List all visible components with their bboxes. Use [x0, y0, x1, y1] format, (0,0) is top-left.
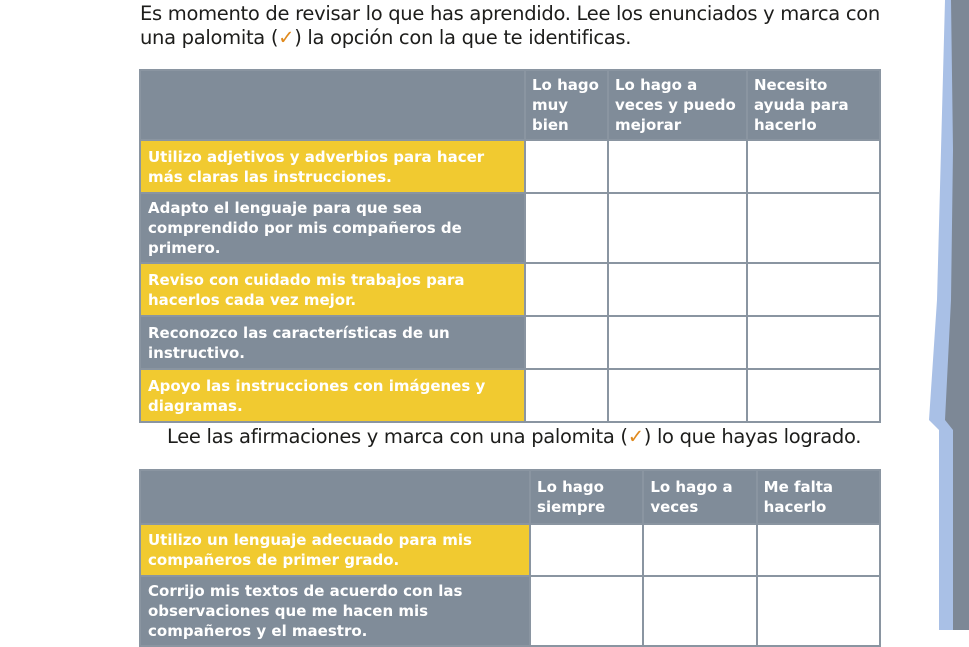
header-lo-hago-siempre: Lo hago siempre	[530, 470, 643, 524]
check-cell[interactable]	[608, 369, 747, 422]
checkmark-icon: ✓	[278, 26, 295, 49]
check-cell[interactable]	[643, 576, 756, 646]
check-cell[interactable]	[757, 576, 880, 646]
check-cell[interactable]	[643, 524, 756, 576]
header-lo-hago-a-veces: Lo hago a veces y puedo mejorar	[608, 70, 747, 140]
statement-cell: Utilizo adjetivos y adverbios para hacer más claras las instrucciones.	[140, 140, 525, 193]
check-cell[interactable]	[747, 316, 880, 369]
check-cell[interactable]	[530, 524, 643, 576]
intro2-text-after: ) lo que hayas logrado.	[643, 425, 862, 448]
table-header-row	[140, 470, 880, 524]
table-header-row	[140, 70, 880, 140]
checkmark-icon: ✓	[627, 425, 644, 448]
statement-cell: Reconozco las características de un instructivo.	[140, 316, 525, 369]
check-cell[interactable]	[747, 369, 880, 422]
table-row	[140, 524, 880, 576]
statement-cell: Utilizo un lenguaje adecuado para mis compañeros de primer grado.	[140, 524, 530, 576]
table-row	[140, 369, 880, 422]
statement-cell: Adapto el lenguaje para que sea comprendido por mis compañeros de primero.	[140, 193, 525, 263]
intro-text: Es momento de revisar lo que has aprendido. Lee los enunciados y marca con una palomita (	[140, 2, 880, 49]
check-cell[interactable]	[608, 193, 747, 263]
second-instructions	[167, 425, 907, 449]
header-me-falta-hacerlo: Me falta hacerlo	[757, 470, 880, 524]
check-cell[interactable]	[530, 576, 643, 646]
statement-cell: Apoyo las instrucciones con imágenes y diagramas.	[140, 369, 525, 422]
check-cell[interactable]	[525, 140, 608, 193]
page-edge-decoration	[919, 0, 969, 630]
table-row	[140, 193, 880, 263]
self-evaluation-table-1	[139, 69, 881, 423]
check-cell[interactable]	[608, 140, 747, 193]
table-row	[140, 316, 880, 369]
table-row	[140, 263, 880, 316]
statement-cell: Corrijo mis textos de acuerdo con las observaciones que me hacen mis compañeros y el maestro.	[140, 576, 530, 646]
check-cell[interactable]	[747, 193, 880, 263]
header-lo-hago-muy-bien: Lo hago muy bien	[525, 70, 608, 140]
header-lo-hago-a-veces: Lo hago a veces	[643, 470, 756, 524]
self-evaluation-table-2	[139, 469, 881, 647]
check-cell[interactable]	[608, 316, 747, 369]
table-row	[140, 140, 880, 193]
check-cell[interactable]	[525, 316, 608, 369]
intro-text-after: ) la opción con la que te identificas.	[294, 26, 632, 49]
check-cell[interactable]	[525, 369, 608, 422]
intro2-text: Lee las afirmaciones y marca con una palomita (	[167, 425, 628, 448]
check-cell[interactable]	[757, 524, 880, 576]
check-cell[interactable]	[525, 263, 608, 316]
statement-cell: Reviso con cuidado mis trabajos para hacerlos cada vez mejor.	[140, 263, 525, 316]
check-cell[interactable]	[525, 193, 608, 263]
intro-instructions	[140, 2, 900, 50]
check-cell[interactable]	[747, 140, 880, 193]
check-cell[interactable]	[747, 263, 880, 316]
header-necesito-ayuda: Necesito ayuda para hacerlo	[747, 70, 880, 140]
check-cell[interactable]	[608, 263, 747, 316]
header-blank-cell	[140, 70, 525, 140]
table-row	[140, 576, 880, 646]
header-blank-cell	[140, 470, 530, 524]
